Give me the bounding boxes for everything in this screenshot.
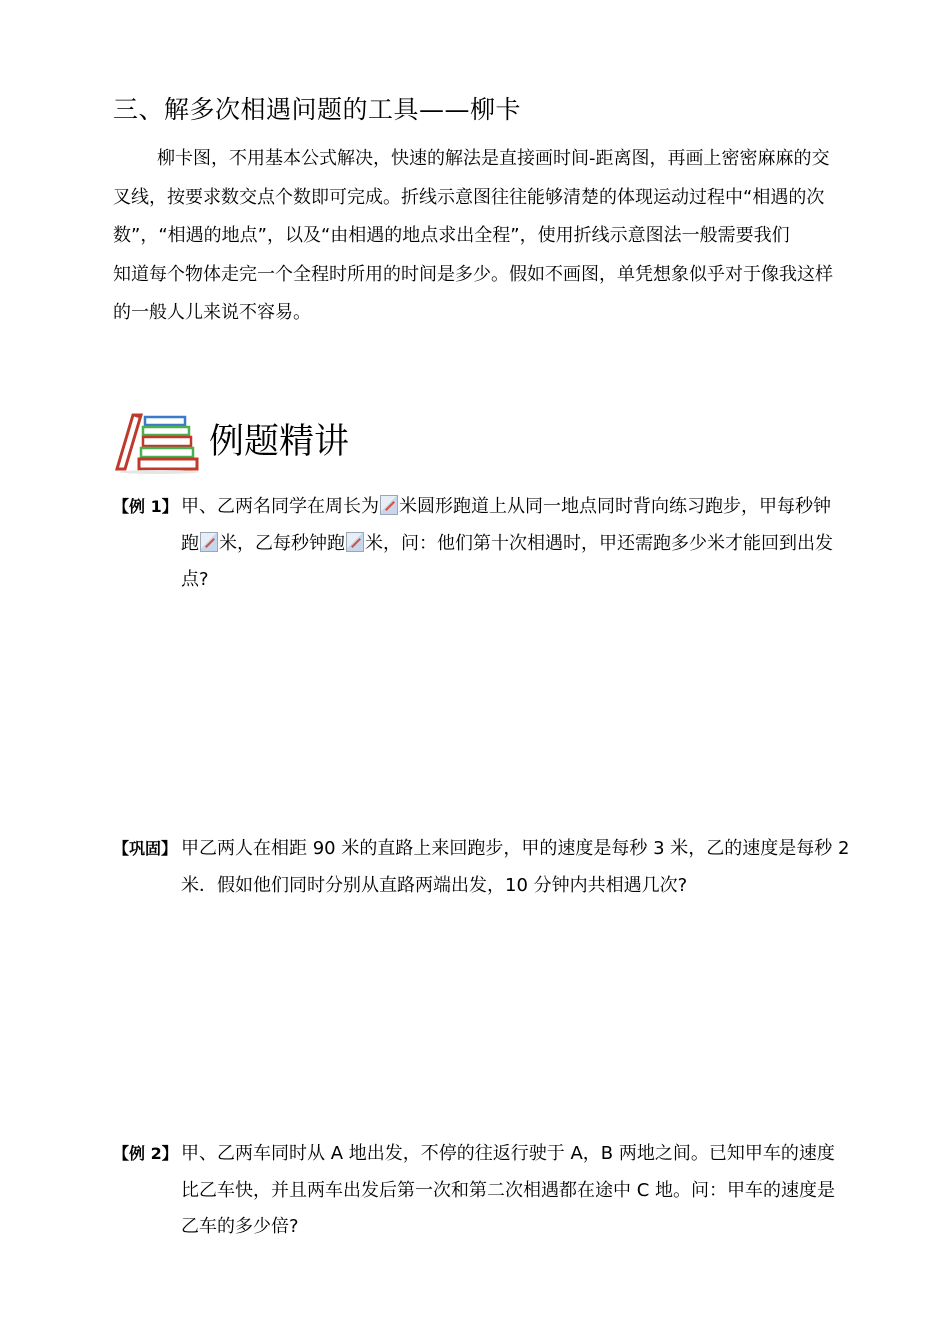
intro-line: 知道每个物体走完一个全程时所用的时间是多少。假如不画图，单凭想象似乎对于像我这样 <box>113 263 833 285</box>
image-placeholder-icon <box>380 495 398 515</box>
section-heading: 三、解多次相遇问题的工具——柳卡 <box>113 95 522 124</box>
example-2-line: 比乙车快，并且两车出发后第一次和第二次相遇都在途中 C 地。问：甲车的速度是 <box>181 1179 836 1201</box>
consolidate-line: 米．假如他们同时分别从直路两端出发，10 分钟内共相遇几次? <box>181 874 688 896</box>
example-1-text: 米，问：他们第十次相遇时，甲还需跑多少米才能回到出发 <box>365 532 833 554</box>
intro-line: 叉线，按要求数交点个数即可完成。折线示意图往往能够清楚的体现运动过程中“相遇的次 <box>113 186 825 208</box>
example-1-text: 米圆形跑道上从同一地点同时背向练习跑步，甲每秒钟 <box>399 496 831 517</box>
example-1-line: 点? <box>181 569 209 590</box>
intro-line: 柳卡图，不用基本公式解决，快速的解法是直接画时间-距离图，再画上密密麻麻的交 <box>157 148 830 169</box>
example-1-tag: 【例 1】 <box>113 497 178 516</box>
example-1-line <box>113 489 833 526</box>
consolidate-tag: 【巩固】 <box>113 839 178 858</box>
intro-line: 的一般人儿来说不容易。 <box>113 302 311 323</box>
example-1-line <box>113 526 833 563</box>
consolidate-line <box>113 831 849 868</box>
example-1-text: 甲、乙两名同学在周长为 <box>181 496 379 517</box>
example-1-text: 跑 <box>181 532 199 554</box>
example-2-text: 甲、乙两车同时从 A 地出发，不停的往返行驶于 A，B 两地之间。已知甲车的速度 <box>181 1143 835 1164</box>
example-2-line <box>113 1136 835 1173</box>
intro-line: 数”，“相遇的地点”，以及“由相遇的地点求出全程”，使用折线示意图法一般需要我们 <box>113 225 790 246</box>
consolidate-text: 甲乙两人在相距 90 米的直路上来回跑步，甲的速度是每秒 3 米，乙的速度是每秒 2 <box>181 838 850 859</box>
example-1-text: 米，乙每秒钟跑 <box>219 532 345 554</box>
intro-paragraph <box>113 140 883 333</box>
exercise-title: 例题精讲 <box>209 422 350 462</box>
example-2-line: 乙车的多少倍? <box>181 1216 299 1237</box>
example-1 <box>113 489 833 599</box>
image-placeholder-icon <box>200 532 218 552</box>
image-placeholder-icon <box>346 532 364 552</box>
consolidate-problem <box>113 831 849 904</box>
example-2 <box>113 1136 835 1246</box>
stacked-books-icon <box>113 407 201 475</box>
example-2-tag: 【例 2】 <box>113 1144 178 1163</box>
